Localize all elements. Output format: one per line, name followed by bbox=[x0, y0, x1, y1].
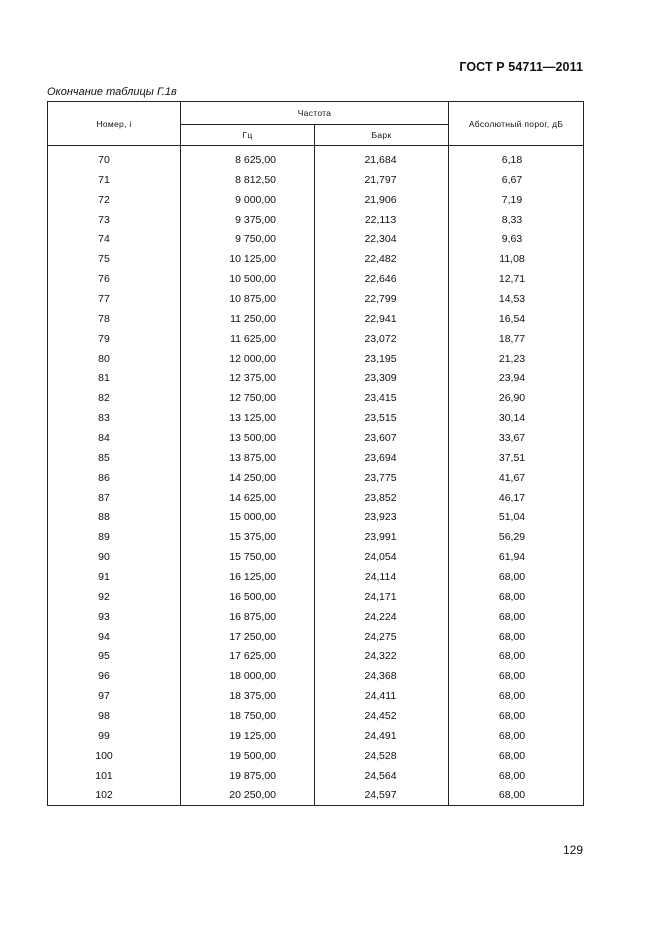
cell-frequency-bark: 24,224 bbox=[315, 607, 449, 627]
header-number: Номер, i bbox=[48, 102, 181, 146]
cell-frequency-hz: 8 812,50 bbox=[181, 170, 315, 190]
table-row bbox=[48, 686, 584, 706]
cell-number: 81 bbox=[48, 368, 181, 388]
cell-frequency-bark: 22,646 bbox=[315, 269, 449, 289]
cell-frequency-bark: 23,072 bbox=[315, 329, 449, 349]
cell-number: 98 bbox=[48, 706, 181, 726]
cell-frequency-hz: 18 000,00 bbox=[181, 666, 315, 686]
cell-frequency-bark: 22,941 bbox=[315, 309, 449, 329]
cell-number: 100 bbox=[48, 746, 181, 766]
cell-threshold: 68,00 bbox=[449, 746, 584, 766]
cell-threshold: 46,17 bbox=[449, 488, 584, 508]
cell-frequency-bark: 24,491 bbox=[315, 726, 449, 746]
cell-frequency-hz: 10 875,00 bbox=[181, 289, 315, 309]
cell-frequency-bark: 24,411 bbox=[315, 686, 449, 706]
table-body bbox=[48, 146, 584, 806]
cell-number: 71 bbox=[48, 170, 181, 190]
cell-frequency-hz: 10 125,00 bbox=[181, 249, 315, 269]
cell-number: 83 bbox=[48, 408, 181, 428]
cell-frequency-hz: 17 250,00 bbox=[181, 627, 315, 647]
table-row bbox=[48, 349, 584, 369]
cell-threshold: 18,77 bbox=[449, 329, 584, 349]
table-row bbox=[48, 269, 584, 289]
data-table bbox=[47, 101, 584, 806]
table-row bbox=[48, 368, 584, 388]
cell-frequency-bark: 24,114 bbox=[315, 567, 449, 587]
table-row bbox=[48, 547, 584, 567]
cell-frequency-bark: 24,528 bbox=[315, 746, 449, 766]
cell-threshold: 68,00 bbox=[449, 607, 584, 627]
page-number: 129 bbox=[562, 843, 583, 857]
cell-threshold: 68,00 bbox=[449, 627, 584, 647]
cell-frequency-hz: 13 125,00 bbox=[181, 408, 315, 428]
cell-number: 97 bbox=[48, 686, 181, 706]
cell-frequency-bark: 22,304 bbox=[315, 229, 449, 249]
cell-threshold: 37,51 bbox=[449, 448, 584, 468]
table-row bbox=[48, 229, 584, 249]
cell-threshold: 68,00 bbox=[449, 646, 584, 666]
table-row bbox=[48, 587, 584, 607]
cell-number: 90 bbox=[48, 547, 181, 567]
table-row bbox=[48, 329, 584, 349]
cell-frequency-bark: 24,322 bbox=[315, 646, 449, 666]
table-row bbox=[48, 627, 584, 647]
cell-threshold: 11,08 bbox=[449, 249, 584, 269]
cell-frequency-hz: 12 000,00 bbox=[181, 349, 315, 369]
cell-frequency-hz: 17 625,00 bbox=[181, 646, 315, 666]
header-hz: Гц bbox=[181, 125, 315, 146]
table-row bbox=[48, 468, 584, 488]
table-row bbox=[48, 607, 584, 627]
cell-frequency-hz: 12 750,00 bbox=[181, 388, 315, 408]
cell-frequency-bark: 22,799 bbox=[315, 289, 449, 309]
cell-number: 99 bbox=[48, 726, 181, 746]
cell-frequency-hz: 19 875,00 bbox=[181, 766, 315, 786]
document-code: ГОСТ Р 54711—2011 bbox=[459, 60, 583, 74]
cell-number: 93 bbox=[48, 607, 181, 627]
table-row bbox=[48, 146, 584, 170]
cell-number: 84 bbox=[48, 428, 181, 448]
table-caption: Окончание таблицы Г.1в bbox=[47, 86, 177, 98]
cell-frequency-hz: 15 750,00 bbox=[181, 547, 315, 567]
cell-frequency-bark: 21,906 bbox=[315, 190, 449, 210]
cell-frequency-bark: 23,309 bbox=[315, 368, 449, 388]
cell-threshold: 68,00 bbox=[449, 666, 584, 686]
cell-threshold: 68,00 bbox=[449, 706, 584, 726]
cell-frequency-bark: 22,113 bbox=[315, 210, 449, 230]
cell-number: 77 bbox=[48, 289, 181, 309]
cell-frequency-hz: 14 250,00 bbox=[181, 468, 315, 488]
cell-threshold: 68,00 bbox=[449, 766, 584, 786]
table-row bbox=[48, 190, 584, 210]
table-row bbox=[48, 249, 584, 269]
cell-threshold: 6,18 bbox=[449, 146, 584, 170]
cell-frequency-bark: 24,564 bbox=[315, 766, 449, 786]
cell-threshold: 23,94 bbox=[449, 368, 584, 388]
header-bark: Барк bbox=[315, 125, 449, 146]
cell-number: 96 bbox=[48, 666, 181, 686]
cell-frequency-hz: 15 375,00 bbox=[181, 527, 315, 547]
table-row bbox=[48, 646, 584, 666]
cell-frequency-bark: 22,482 bbox=[315, 249, 449, 269]
cell-number: 76 bbox=[48, 269, 181, 289]
cell-threshold: 41,67 bbox=[449, 468, 584, 488]
cell-frequency-hz: 16 875,00 bbox=[181, 607, 315, 627]
cell-number: 79 bbox=[48, 329, 181, 349]
header-threshold: Абсолютный порог, дБ bbox=[449, 102, 584, 146]
cell-number: 101 bbox=[48, 766, 181, 786]
cell-number: 85 bbox=[48, 448, 181, 468]
cell-frequency-bark: 23,775 bbox=[315, 468, 449, 488]
cell-threshold: 33,67 bbox=[449, 428, 584, 448]
cell-number: 91 bbox=[48, 567, 181, 587]
table-row bbox=[48, 786, 584, 806]
cell-number: 86 bbox=[48, 468, 181, 488]
cell-frequency-bark: 23,415 bbox=[315, 388, 449, 408]
cell-frequency-bark: 23,923 bbox=[315, 507, 449, 527]
cell-threshold: 9,63 bbox=[449, 229, 584, 249]
table-row bbox=[48, 289, 584, 309]
cell-number: 92 bbox=[48, 587, 181, 607]
cell-number: 70 bbox=[48, 146, 181, 170]
cell-frequency-hz: 15 000,00 bbox=[181, 507, 315, 527]
cell-number: 73 bbox=[48, 210, 181, 230]
cell-number: 95 bbox=[48, 646, 181, 666]
cell-frequency-hz: 20 250,00 bbox=[181, 786, 315, 806]
cell-frequency-hz: 13 500,00 bbox=[181, 428, 315, 448]
table-row bbox=[48, 408, 584, 428]
cell-frequency-bark: 23,607 bbox=[315, 428, 449, 448]
cell-frequency-bark: 23,852 bbox=[315, 488, 449, 508]
cell-threshold: 21,23 bbox=[449, 349, 584, 369]
cell-number: 87 bbox=[48, 488, 181, 508]
cell-number: 80 bbox=[48, 349, 181, 369]
table-row bbox=[48, 726, 584, 746]
cell-frequency-hz: 19 500,00 bbox=[181, 746, 315, 766]
cell-frequency-hz: 16 500,00 bbox=[181, 587, 315, 607]
cell-frequency-hz: 10 500,00 bbox=[181, 269, 315, 289]
table-row bbox=[48, 488, 584, 508]
cell-frequency-bark: 23,515 bbox=[315, 408, 449, 428]
cell-number: 82 bbox=[48, 388, 181, 408]
cell-frequency-bark: 24,452 bbox=[315, 706, 449, 726]
cell-frequency-hz: 12 375,00 bbox=[181, 368, 315, 388]
header-frequency: Частота bbox=[181, 102, 449, 125]
cell-frequency-hz: 18 750,00 bbox=[181, 706, 315, 726]
cell-frequency-bark: 24,054 bbox=[315, 547, 449, 567]
table-row bbox=[48, 507, 584, 527]
table-row bbox=[48, 746, 584, 766]
table-row bbox=[48, 210, 584, 230]
cell-frequency-bark: 24,368 bbox=[315, 666, 449, 686]
cell-frequency-bark: 24,275 bbox=[315, 627, 449, 647]
cell-frequency-bark: 24,171 bbox=[315, 587, 449, 607]
cell-threshold: 12,71 bbox=[449, 269, 584, 289]
table-row bbox=[48, 388, 584, 408]
cell-frequency-hz: 16 125,00 bbox=[181, 567, 315, 587]
cell-frequency-hz: 11 625,00 bbox=[181, 329, 315, 349]
cell-number: 78 bbox=[48, 309, 181, 329]
cell-frequency-hz: 13 875,00 bbox=[181, 448, 315, 468]
table-row bbox=[48, 527, 584, 547]
cell-threshold: 68,00 bbox=[449, 587, 584, 607]
cell-frequency-hz: 8 625,00 bbox=[181, 146, 315, 170]
table-header bbox=[48, 102, 584, 146]
cell-frequency-bark: 23,694 bbox=[315, 448, 449, 468]
cell-threshold: 51,04 bbox=[449, 507, 584, 527]
cell-threshold: 61,94 bbox=[449, 547, 584, 567]
cell-threshold: 7,19 bbox=[449, 190, 584, 210]
cell-frequency-hz: 19 125,00 bbox=[181, 726, 315, 746]
table-row bbox=[48, 706, 584, 726]
cell-threshold: 14,53 bbox=[449, 289, 584, 309]
table-row bbox=[48, 766, 584, 786]
cell-threshold: 68,00 bbox=[449, 726, 584, 746]
cell-threshold: 68,00 bbox=[449, 686, 584, 706]
cell-threshold: 68,00 bbox=[449, 567, 584, 587]
cell-number: 94 bbox=[48, 627, 181, 647]
cell-threshold: 8,33 bbox=[449, 210, 584, 230]
cell-frequency-hz: 9 000,00 bbox=[181, 190, 315, 210]
table-row bbox=[48, 170, 584, 190]
table-row bbox=[48, 309, 584, 329]
cell-number: 72 bbox=[48, 190, 181, 210]
cell-threshold: 68,00 bbox=[449, 786, 584, 806]
cell-frequency-hz: 9 750,00 bbox=[181, 229, 315, 249]
cell-frequency-bark: 24,597 bbox=[315, 786, 449, 806]
cell-number: 89 bbox=[48, 527, 181, 547]
cell-threshold: 6,67 bbox=[449, 170, 584, 190]
cell-threshold: 16,54 bbox=[449, 309, 584, 329]
cell-frequency-bark: 23,991 bbox=[315, 527, 449, 547]
cell-threshold: 26,90 bbox=[449, 388, 584, 408]
table-row bbox=[48, 666, 584, 686]
cell-number: 88 bbox=[48, 507, 181, 527]
cell-frequency-hz: 18 375,00 bbox=[181, 686, 315, 706]
cell-frequency-hz: 14 625,00 bbox=[181, 488, 315, 508]
cell-frequency-bark: 23,195 bbox=[315, 349, 449, 369]
cell-threshold: 30,14 bbox=[449, 408, 584, 428]
cell-number: 75 bbox=[48, 249, 181, 269]
table-row bbox=[48, 448, 584, 468]
cell-frequency-hz: 9 375,00 bbox=[181, 210, 315, 230]
cell-threshold: 56,29 bbox=[449, 527, 584, 547]
cell-frequency-bark: 21,684 bbox=[315, 146, 449, 170]
cell-number: 74 bbox=[48, 229, 181, 249]
table-row bbox=[48, 428, 584, 448]
cell-frequency-bark: 21,797 bbox=[315, 170, 449, 190]
cell-frequency-hz: 11 250,00 bbox=[181, 309, 315, 329]
cell-number: 102 bbox=[48, 786, 181, 806]
table-row bbox=[48, 567, 584, 587]
